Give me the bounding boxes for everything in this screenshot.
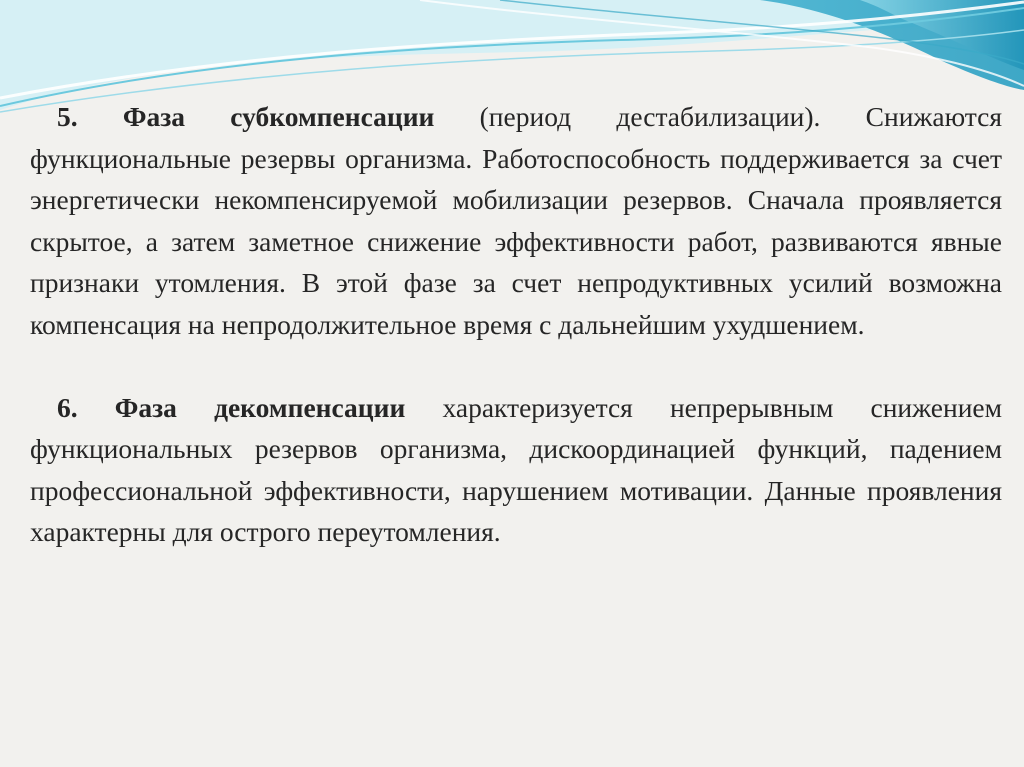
paragraph-phase-5	[30, 96, 1002, 345]
phase-term: Фаза субкомпенсации	[122, 101, 435, 132]
phase-term: Фаза декомпенсации	[114, 391, 406, 423]
item-number: 6.	[57, 391, 78, 423]
phase-description: (период дестабилизации). Снижаются функциональные резервы организма. Работоспособность поддерживается за счет энергетически некомпенсируемой мобилизации резервов. Сначала проявляется скрытое, а затем заметное снижение эффективности работ, развиваются явные признаки утомления. В этой фазе за счет непродуктивных усилий возможна компенсация на непродолжительное время с дальнейшим ухудшением.	[30, 101, 1003, 340]
slide-body	[30, 96, 1002, 553]
phase-description: характеризуется непрерывным снижением функциональных резервов организма, дискоординацией функций, падением профессиональной эффективности, нарушением мотивации. Данные проявления характерны для острого переутомления.	[30, 391, 1003, 547]
item-number: 5.	[57, 101, 78, 132]
paragraph-phase-6	[30, 387, 1002, 553]
